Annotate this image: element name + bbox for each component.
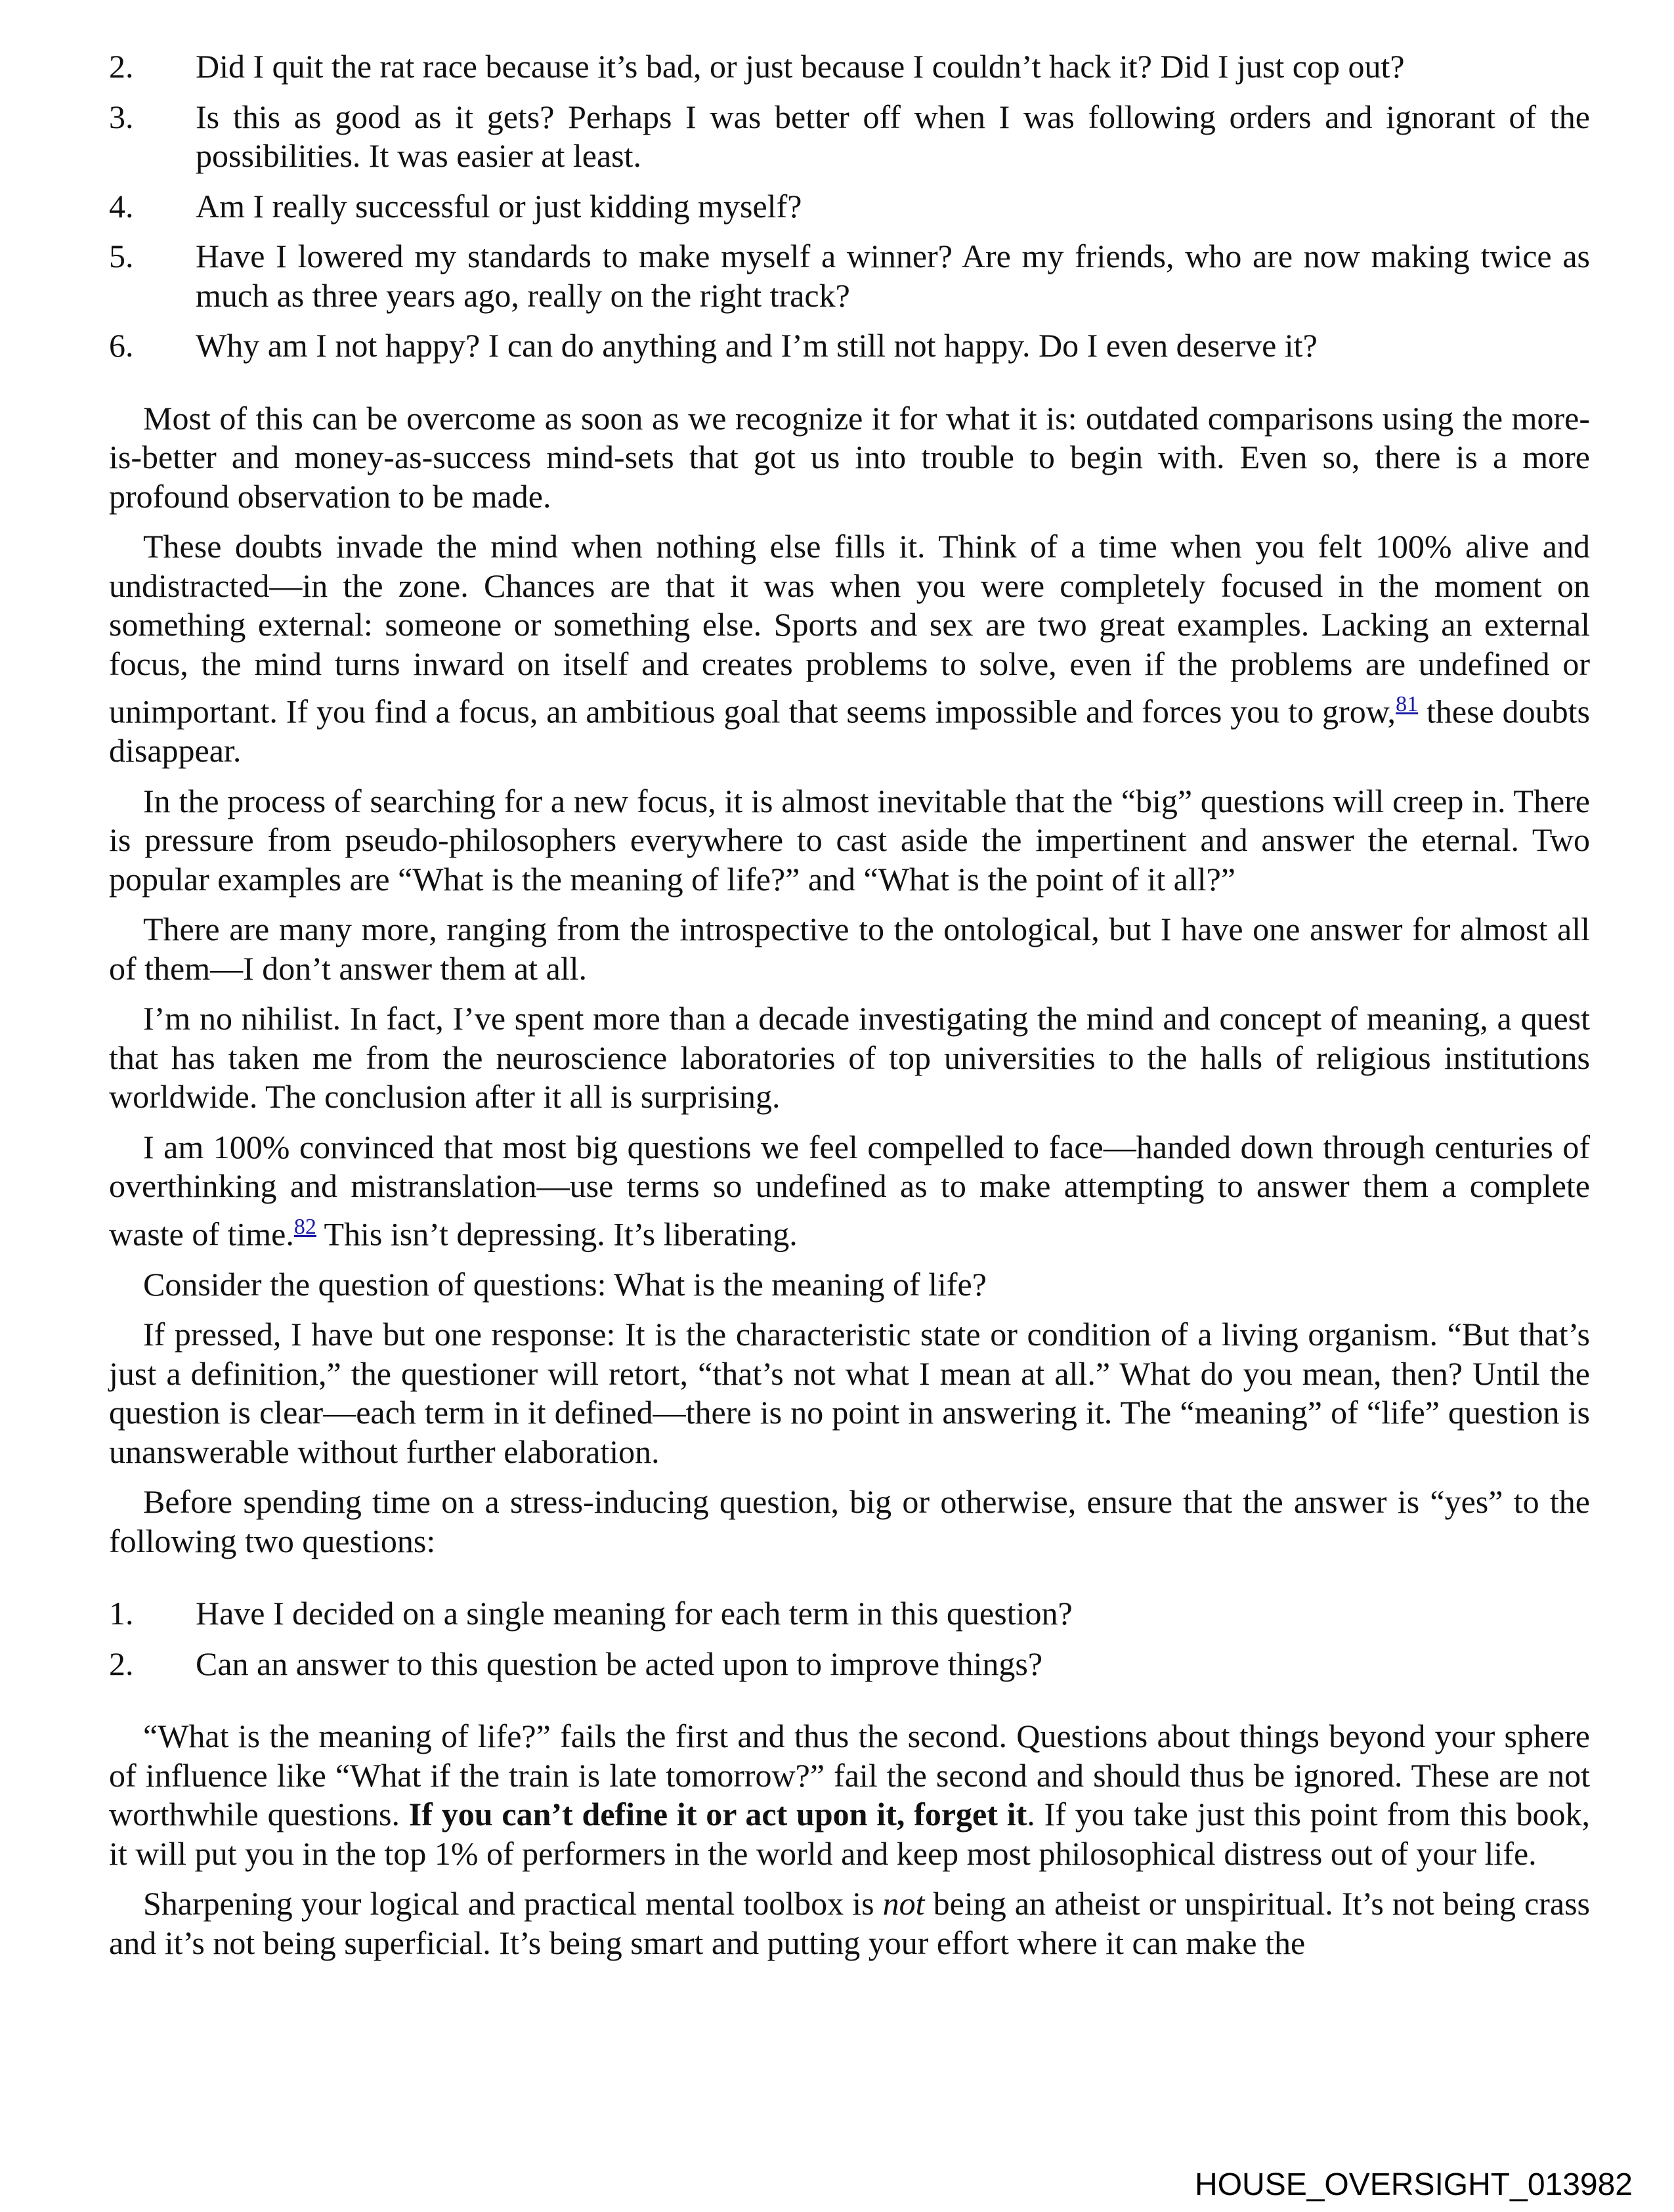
paragraph	[109, 1315, 1590, 1471]
paragraphs-group-a	[109, 399, 1590, 1561]
text-run: these doubts disappear.	[109, 693, 1590, 770]
list-text: Am I really successful or just kidding myself?	[196, 187, 802, 225]
paragraph	[109, 1717, 1590, 1873]
question-list-top	[109, 47, 1590, 366]
paragraph	[109, 999, 1590, 1117]
text-run: being an atheist or unspiritual. It’s not being crass and it’s not being superficial. It’s being smart and putting your effort where it can make the	[109, 1885, 1590, 1961]
list-item	[109, 47, 1590, 87]
list-text: Did I quit the rat race because it’s bad, or just because I couldn’t hack it? Did I just cop out?	[196, 48, 1405, 85]
list-text: Have I lowered my standards to make myself a winner? Are my friends, who are now making twice as much as three years ago, really on the right track?	[196, 238, 1590, 314]
list-number: 4.	[109, 187, 134, 225]
paragraph	[109, 527, 1590, 771]
text-run: There are many more, ranging from the introspective to the ontological, but I have one answer for almost all of them—I don’t answer them at all.	[109, 911, 1590, 987]
text-run: Sharpening your logical and practical mental toolbox is	[143, 1885, 883, 1922]
list-number: 5.	[109, 238, 134, 274]
paragraph	[109, 399, 1590, 517]
text-run: Consider the question of questions: What is the meaning of life?	[143, 1265, 987, 1303]
text-run: . If you take just this point from this book, it will put you in the top 1% of performers in the world and keep most philosophical distress out of your life.	[109, 1796, 1590, 1872]
text-run: I’m no nihilist. In fact, I’ve spent more than a decade investigating the mind and concept of meaning, a quest that has taken me from the neuroscience laboratories of top universities to the halls of religious institutions worldwide. The conclusion after it all is surprising.	[109, 1000, 1590, 1116]
list-text: Is this as good as it gets? Perhaps I was better off when I was following orders and ignorant of the possibilities. It was easier at least.	[196, 98, 1590, 174]
paragraph	[109, 1128, 1590, 1254]
paragraph	[109, 910, 1590, 988]
bates-stamp: HOUSE_OVERSIGHT_013982	[1195, 2167, 1633, 2202]
list-item	[109, 326, 1590, 366]
paragraphs-group-b	[109, 1717, 1590, 1963]
text-run: If pressed, I have but one response: It is the characteristic state or condition of a living organism. “But that’s just a definition,” the questioner will retort, “that’s not what I mean at all.” What do you mean, then? Until the question is clear—each term in it defined—there is no point in answering it. The “meaning” of “life” question is unanswerable without further elaboration.	[109, 1316, 1590, 1470]
list-item	[109, 237, 1590, 315]
list-item	[109, 98, 1590, 176]
list-number: 3.	[109, 98, 134, 135]
text-run: In the process of searching for a new focus, it is almost inevitable that the “big” questions will creep in. There is pressure from pseudo-philosophers everywhere to cast aside the impertinent and answer the eternal. Two popular examples are “What is the meaning of life?” and “What is the point of it all?”	[109, 782, 1590, 898]
list-number: 6.	[109, 327, 134, 364]
text-run: This isn’t depressing. It’s liberating.	[316, 1215, 798, 1253]
list-text: Why am I not happy? I can do anything and I’m still not happy. Do I even deserve it?	[196, 327, 1318, 364]
paragraph	[109, 782, 1590, 900]
list-number: 1.	[109, 1595, 134, 1632]
question-list-bottom	[109, 1594, 1590, 1683]
list-text: Can an answer to this question be acted upon to improve things?	[196, 1645, 1043, 1682]
text-run: I am 100% convinced that most big questions we feel compelled to face—handed down through centuries of overthinking and mistranslation—use terms so undefined as to make attempting to answer them a complete waste of time.	[109, 1128, 1590, 1253]
list-text: Have I decided on a single meaning for each term in this question?	[196, 1595, 1073, 1632]
footnote-link[interactable]: 82	[293, 1214, 316, 1239]
list-item	[109, 187, 1590, 227]
text-run: Most of this can be overcome as soon as we recognize it for what it is: outdated comparisons using the more-is-better and money-as-success mind-sets that got us into trouble to begin with. Even so, there is a more profound observation to be made.	[109, 399, 1590, 515]
paragraph	[109, 1265, 1590, 1305]
italic-emphasis: not	[882, 1885, 925, 1922]
bold-emphasis: If you can’t define it or act upon it, forget it	[408, 1796, 1027, 1833]
paragraph	[109, 1884, 1590, 1963]
text-run: Before spending time on a stress-inducing question, big or otherwise, ensure that the answer is “yes” to the following two questions:	[109, 1483, 1590, 1559]
list-item	[109, 1594, 1590, 1634]
document-body	[109, 47, 1590, 1974]
list-number: 2.	[109, 1645, 134, 1682]
text-run: These doubts invade the mind when nothing else fills it. Think of a time when you felt 100% alive and undistracted—in the zone. Chances are that it was when you were completely focused in the moment on something external: someone or something else. Sports and sex are two great examples. Lacking an external focus, the mind turns inward on itself and creates problems to solve, even if the problems are undefined or unimportant. If you find a focus, an ambitious goal that seems impossible and forces you to grow,	[109, 528, 1590, 730]
list-item	[109, 1645, 1590, 1684]
footnote-link[interactable]: 81	[1396, 692, 1419, 716]
text-run: “What is the meaning of life?” fails the first and thus the second. Questions about things beyond your sphere of influence like “What if the train is late tomorrow?” fail the second and should thus be ignored. These are not worthwhile questions.	[109, 1718, 1590, 1833]
list-number: 2.	[109, 48, 134, 85]
paragraph	[109, 1483, 1590, 1561]
